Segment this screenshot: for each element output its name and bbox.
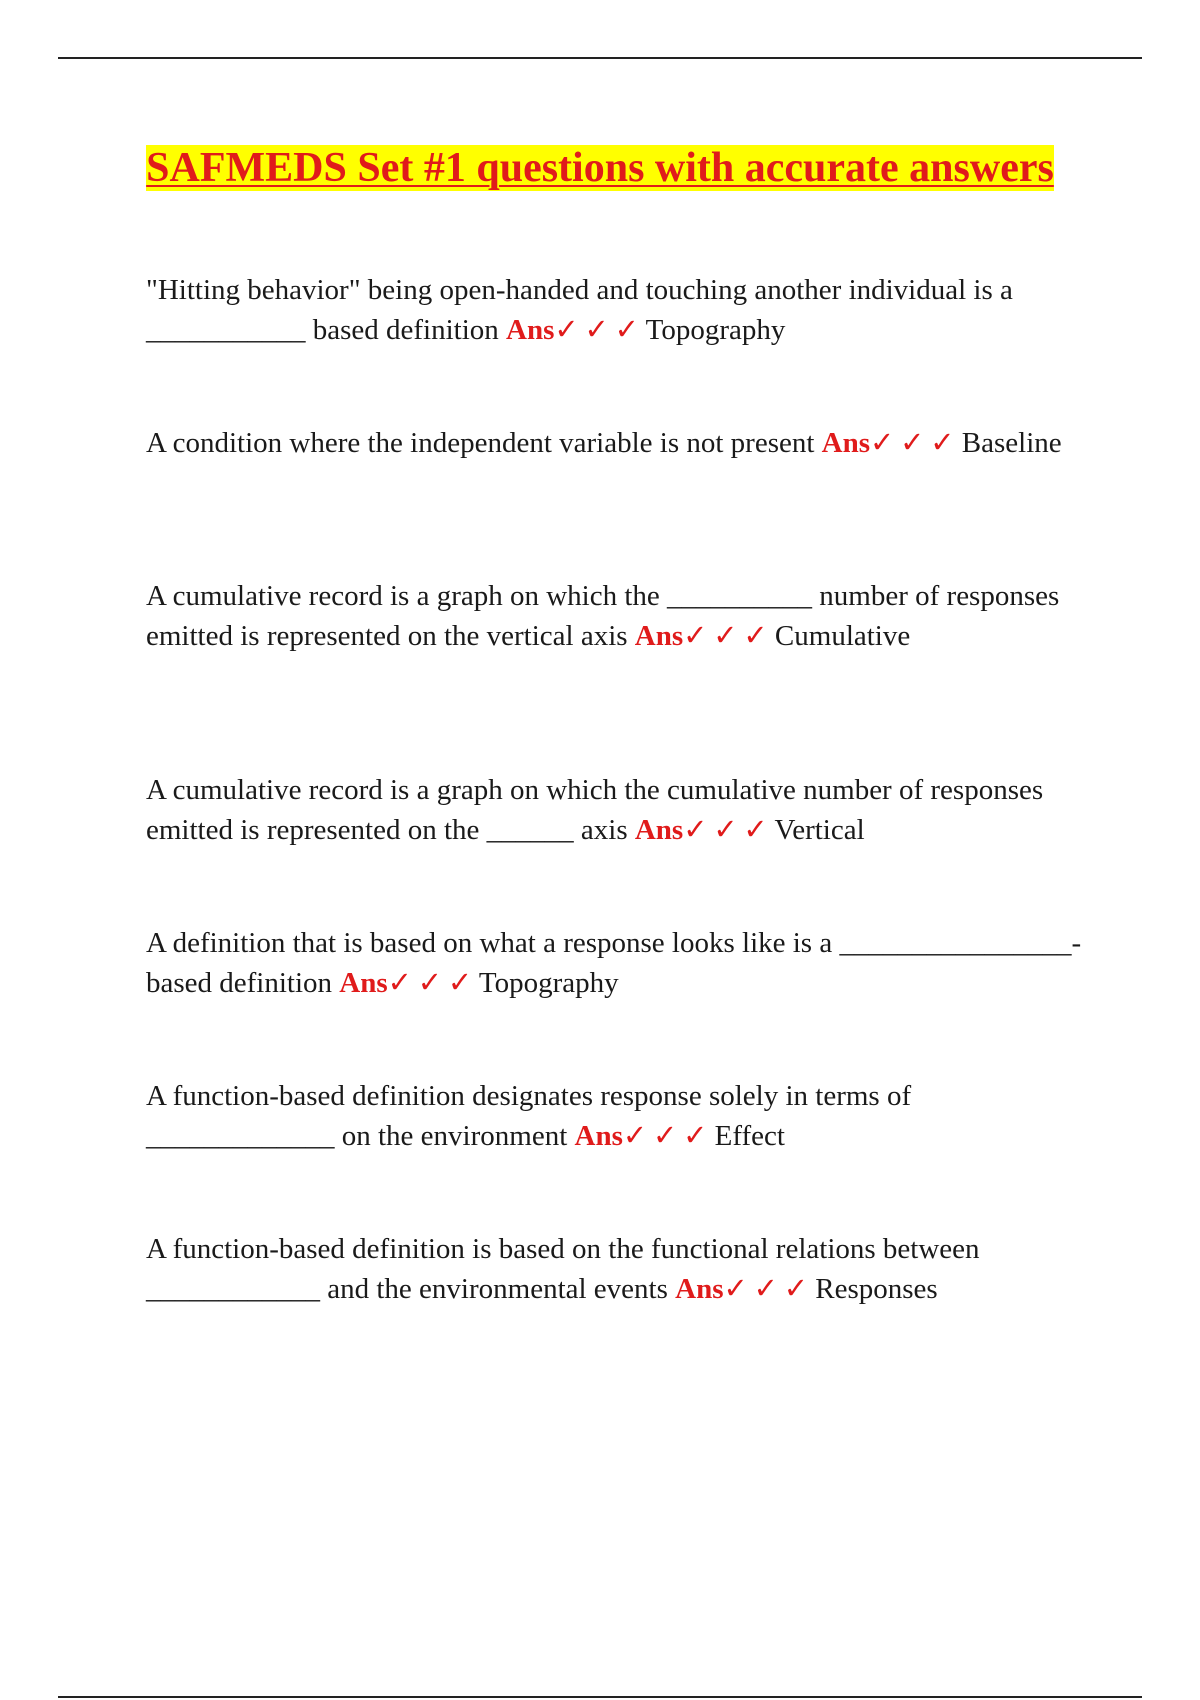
question-text: A condition where the independent variable is not present — [146, 427, 815, 459]
answer-label: Ans — [574, 1120, 623, 1152]
answer-text: Topography — [478, 967, 619, 999]
answer-text: Baseline — [961, 427, 1062, 459]
answer-text: Vertical — [774, 814, 865, 846]
qa-item-6 — [146, 1076, 1091, 1156]
check-icons: ✓ ✓ ✓ — [554, 314, 639, 346]
qa-item-3 — [146, 576, 1091, 656]
check-icons: ✓ ✓ ✓ — [387, 967, 473, 999]
answer-text: Cumulative — [774, 620, 911, 652]
answer-text: Responses — [815, 1273, 938, 1305]
answer-label: Ans — [821, 427, 871, 459]
check-icons: ✓ ✓ ✓ — [683, 814, 768, 846]
answer-label: Ans — [506, 314, 555, 346]
answer-label: Ans — [675, 1273, 724, 1305]
answer-text: Topography — [645, 314, 786, 346]
qa-item-1 — [146, 270, 1091, 350]
answer-text: Effect — [714, 1120, 785, 1152]
qa-item-7 — [146, 1229, 1091, 1309]
question-text: A definition that is based on what a response looks like is a ________________-based definition — [146, 927, 1082, 999]
check-icons: ✓ ✓ ✓ — [683, 620, 768, 652]
document-title-text: SAFMEDS Set #1 questions with accurate answers — [146, 145, 1054, 191]
check-icons: ✓ ✓ ✓ — [622, 1120, 708, 1152]
qa-item-4 — [146, 770, 1091, 850]
answer-label: Ans — [634, 620, 684, 652]
document-title — [145, 140, 1055, 197]
check-icons: ✓ ✓ ✓ — [723, 1273, 809, 1305]
answer-label: Ans — [339, 967, 388, 999]
question-text: A cumulative record is a graph on which the cumulative number of responses emitted is represented on the ______ axis — [146, 774, 1044, 846]
answer-label: Ans — [634, 814, 684, 846]
qa-item-5 — [146, 923, 1091, 1003]
question-text: A function-based definition designates response solely in terms of _____________ on the environment — [146, 1080, 912, 1152]
footer-rule — [58, 1696, 1142, 1698]
question-text: A function-based definition is based on the functional relations between ____________ and the environmental events — [146, 1233, 980, 1305]
check-icons: ✓ ✓ ✓ — [870, 427, 955, 459]
question-text: A cumulative record is a graph on which the __________ number of responses emitted is represented on the vertical axis — [146, 580, 1060, 652]
question-text: "Hitting behavior" being open-handed and touching another individual is a ___________ based definition — [146, 274, 1013, 346]
qa-item-2 — [146, 423, 1091, 463]
header-rule — [58, 57, 1142, 59]
